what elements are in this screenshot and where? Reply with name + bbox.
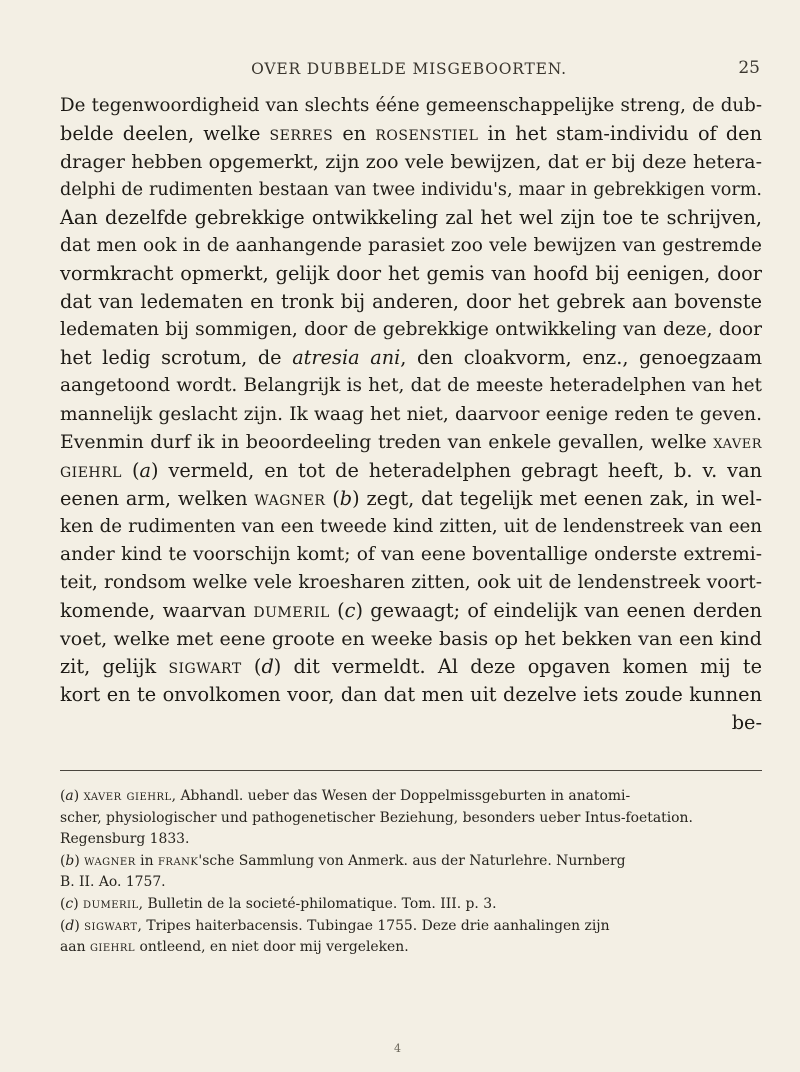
text-line: teit, rondsom welke vele kroesharen zitten, ook uit de lendenstreek voort- bbox=[60, 571, 762, 593]
page-number: 25 bbox=[738, 58, 760, 78]
page-header bbox=[58, 58, 760, 88]
text-line: drager hebben opgemerkt, zijn zoo vele bewijzen, dat er bij deze hetera- bbox=[60, 151, 762, 174]
text-line: De tegenwoordigheid van slechts ééne gemeenschappelijke streng, de dub- bbox=[60, 95, 762, 116]
footnote-b: (b) wagner in frank'sche Sammlung von Anmerk. aus der Naturlehre. Nurnberg bbox=[60, 852, 626, 869]
footnote-rule bbox=[60, 770, 762, 771]
text-line: giehrl (a) vermeld, en tot de heteradelphen gebragt heeft, b. v. van bbox=[60, 458, 762, 482]
text-line: belde deelen, welke serres en rosenstiel in het stam-individu of den bbox=[60, 122, 762, 146]
text-line: vormkracht opmerkt, gelijk door het gemis van hoofd bij eenigen, door bbox=[60, 262, 762, 286]
footnote-d-cont: aan giehrl ontleend, en niet door mij vergeleken. bbox=[60, 939, 409, 956]
text-line: mannelijk geslacht zijn. Ik waag het niet, daarvoor eenige reden te geven. bbox=[60, 403, 762, 425]
footnote-a: (a) xaver giehrl, Abhandl. ueber das Wesen der Doppelmissgeburten in anatomi- bbox=[60, 788, 631, 804]
text-line: komende, waarvan dumeril (c) gewaagt; of eindelijk van eenen derden bbox=[60, 598, 763, 622]
signature-mark: 4 bbox=[394, 1042, 401, 1055]
running-title: OVER DUBBELDE MISGEBOORTEN. bbox=[251, 60, 567, 78]
footnote-c: (c) dumeril, Bulletin de la societé-philomatique. Tom. III. p. 3. bbox=[60, 895, 497, 912]
footnote-a-cont: Regensburg 1833. bbox=[60, 831, 190, 848]
text-line: Evenmin durf ik in beoordeeling treden van enkele gevallen, welke xaver bbox=[60, 431, 762, 453]
text-line: dat men ook in de aanhangende parasiet zoo vele bewijzen van gestremde bbox=[60, 235, 762, 257]
text-line: ledematen bij sommigen, door de gebrekkige ontwikkeling van deze, door bbox=[60, 319, 762, 341]
main-text bbox=[60, 92, 762, 737]
catchword: be- bbox=[731, 711, 762, 735]
text-line: Aan dezelfde gebrekkige ontwikkeling zal het wel zijn toe te schrijven, bbox=[60, 206, 762, 230]
footnote-a-cont: scher, physiologischer und pathogenetischer Beziehung, besonders ueber Intus-foetation. bbox=[60, 809, 693, 826]
text-line: zit, gelijk sigwart (d) dit vermeldt. Al deze opgaven komen mij te bbox=[60, 654, 762, 678]
text-line: delphi de rudimenten bestaan van twee individu's, maar in gebrekkigen vorm. bbox=[60, 180, 762, 201]
text-line: kort en te onvolkomen voor, dan dat men uit dezelve iets zoude kunnen bbox=[60, 682, 762, 706]
footnote-b-cont: B. II. Ao. 1757. bbox=[60, 874, 166, 891]
text-line: aangetoond wordt. Belangrijk is het, dat de meeste heteradelphen van het bbox=[60, 375, 762, 397]
text-line: eenen arm, welken wagner (b) zegt, dat tegelijk met eenen zak, in wel- bbox=[60, 486, 762, 510]
footnote-d: (d) sigwart, Tripes haiterbacensis. Tubingae 1755. Deze drie aanhalingen zijn bbox=[60, 917, 610, 934]
footnotes bbox=[60, 786, 762, 959]
text-line: ander kind te voorschijn komt; of van eene boventallige onderste extremi- bbox=[60, 543, 762, 565]
text-line: het ledig scrotum, de atresia ani, den cloakvorm, enz., genoegzaam bbox=[60, 346, 762, 370]
text-line: dat van ledematen en tronk bij anderen, door het gebrek aan bovenste bbox=[60, 290, 762, 314]
text-line: ken de rudimenten van een tweede kind zitten, uit de lendenstreek van een bbox=[60, 515, 762, 537]
text-line: voet, welke met eene groote en weeke basis op het bekken van een kind bbox=[60, 627, 762, 650]
